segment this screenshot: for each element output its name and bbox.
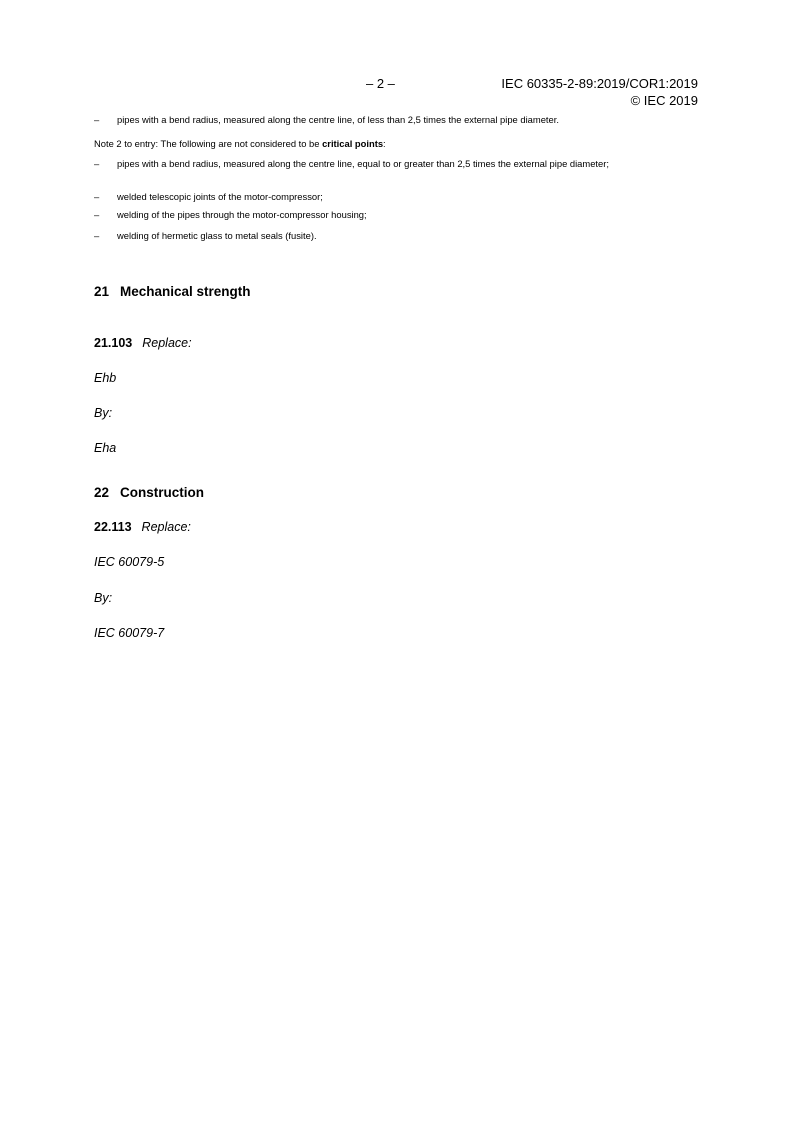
replacement-text: Eha xyxy=(94,441,117,455)
section-number: 22 xyxy=(94,485,110,500)
list-item-text: welded telescopic joints of the motor-compressor; xyxy=(117,191,323,202)
list-item xyxy=(94,159,698,181)
section-heading-21 xyxy=(94,284,251,299)
replacement-text: IEC 60079-7 xyxy=(94,626,165,640)
section-title: Construction xyxy=(120,485,204,500)
list-dash: – xyxy=(94,191,100,202)
note-suffix: : xyxy=(383,138,386,149)
list-dash: – xyxy=(94,230,100,241)
list-dash: – xyxy=(94,209,100,220)
clause-instruction: Replace: xyxy=(142,336,192,350)
section-title: Mechanical strength xyxy=(120,284,251,299)
replaced-text: IEC 60079-5 xyxy=(94,555,165,569)
clause-22-113 xyxy=(94,520,191,534)
list-item-text: pipes with a bend radius, measured along the centre line, of less than 2,5 times the external pipe diameter. xyxy=(117,114,559,125)
clause-instruction: Replace: xyxy=(141,520,191,534)
section-number: 21 xyxy=(94,284,110,299)
list-item-text: pipes with a bend radius, measured along the centre line, equal to or greater than 2,5 times the external pipe diameter; xyxy=(117,158,609,169)
note-prefix: Note 2 to entry: The following are not considered to be xyxy=(94,138,323,149)
section-heading-22 xyxy=(94,485,204,500)
by-label: By: xyxy=(94,406,113,420)
clause-number: 22.113 xyxy=(94,520,132,534)
list-dash: – xyxy=(94,158,100,169)
list-dash: – xyxy=(94,114,100,125)
standard-reference: IEC 60335-2-89:2019/COR1:2019 xyxy=(501,76,698,91)
note-2-to-entry xyxy=(94,139,698,149)
replaced-text: Ehb xyxy=(94,371,117,385)
list-item-text: welding of hermetic glass to metal seals (fusite). xyxy=(117,230,317,241)
copyright-notice: © IEC 2019 xyxy=(630,93,698,108)
list-item-text: welding of the pipes through the motor-compressor housing; xyxy=(117,209,367,220)
clause-number: 21.103 xyxy=(94,336,133,350)
note-bold-term: critical points xyxy=(322,138,384,149)
page-number: – 2 – xyxy=(366,76,395,91)
clause-21-103 xyxy=(94,336,192,350)
by-label: By: xyxy=(94,591,113,605)
